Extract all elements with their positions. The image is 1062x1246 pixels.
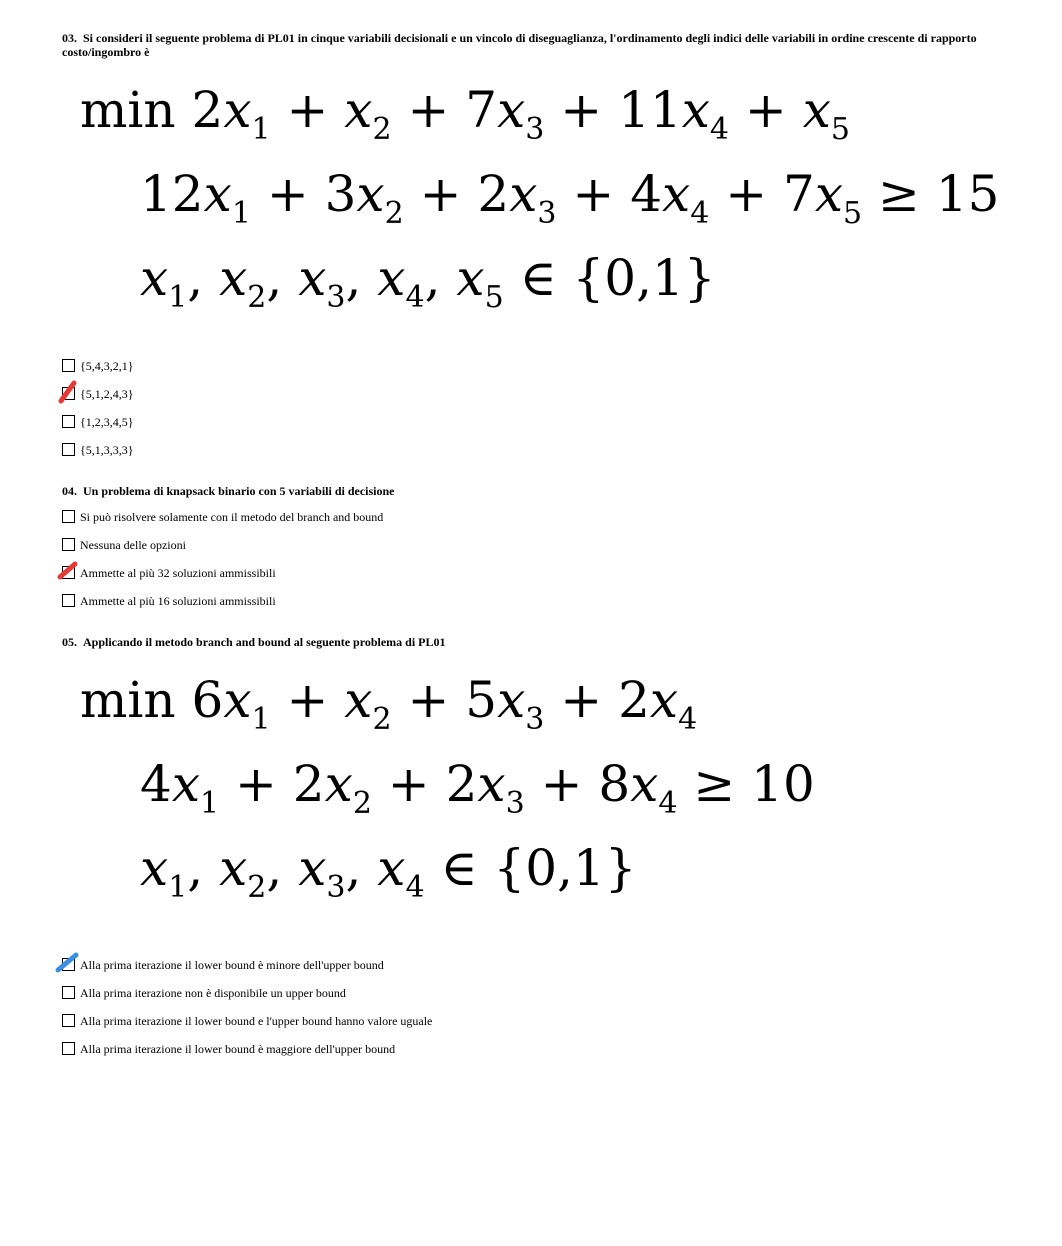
- formula-05-domain: $x_1$, $x_2$, $x_3$, $x_4$ ∈ {0,1}: [140, 839, 637, 905]
- question-03-formula-svg: [78, 75, 1000, 325]
- blue-checkmark-icon: [57, 950, 81, 976]
- formula-05-objective: $\min 6x_1 + x_2 + 5x_3 + 2x_4$: [80, 671, 698, 737]
- question-03-number: 03.: [62, 31, 77, 45]
- q03-option-1-label: {5,4,3,2,1}: [80, 359, 134, 373]
- formula-05-constraint: $4x_1 + 2x_2 + 2x_3 + 8x_4 \ge 10$: [140, 755, 815, 821]
- q04-option-2-label: Nessuna delle opzioni: [80, 538, 186, 552]
- q05-option-4-checkbox[interactable]: [62, 1042, 75, 1055]
- q03-option-4-label: {5,1,3,3,3}: [80, 443, 134, 457]
- q04-option-2-checkbox[interactable]: [62, 538, 75, 551]
- q05-option-4-label: Alla prima iterazione il lower bound è maggiore dell'upper bound: [80, 1042, 396, 1056]
- q04-option-1-label: Si può risolvere solamente con il metodo del branch and bound: [80, 510, 384, 524]
- q05-option-3-label: Alla prima iterazione il lower bound e l'upper bound hanno valore uguale: [80, 1014, 433, 1028]
- q03-option-4-checkbox[interactable]: [62, 443, 75, 456]
- q03-option-3-label: {1,2,3,4,5}: [80, 415, 134, 429]
- question-05-number: 05.: [62, 635, 77, 649]
- q05-option-3-checkbox[interactable]: [62, 1014, 75, 1027]
- question-03-text-line1: Si consideri il seguente problema di PL01 in cinque variabili decisionali e un vincolo di diseguaglianza, l'ordinamento degli indici delle variabili in ordine crescente di rapporto: [83, 31, 977, 45]
- formula-03-constraint: $12x_1 + 3x_2 + 2x_3 + 4x_4 + 7x_5 \ge 15$: [140, 165, 1000, 231]
- q05-option-2-checkbox[interactable]: [62, 986, 75, 999]
- question-03-text-line2: costo/ingombro è: [62, 45, 150, 59]
- q04-option-4-checkbox[interactable]: [62, 594, 75, 607]
- question-03-formula: [78, 75, 1000, 330]
- q03-option-1-checkbox[interactable]: [62, 359, 75, 372]
- q05-option-1-label: Alla prima iterazione il lower bound è minore dell'upper bound: [80, 958, 384, 972]
- red-checkmark-icon: [57, 558, 81, 584]
- formula-03-domain: $x_1$, $x_2$, $x_3$, $x_4$, $x_5$ ∈ {0,1}: [140, 249, 716, 315]
- question-05-text: [62, 635, 1062, 649]
- red-checkmark-icon: [57, 379, 81, 405]
- q04-option-4-label: Ammette al più 16 soluzioni ammissibili: [80, 594, 276, 608]
- question-04-text-content: Un problema di knapsack binario con 5 variabili di decisione: [83, 484, 395, 498]
- question-03-text: [62, 31, 1000, 59]
- q03-option-2-label: {5,1,2,4,3}: [80, 387, 134, 401]
- formula-03-objective: $\min 2x_1 + x_2 + 7x_3 + 11x_4 + x_5$: [80, 81, 850, 147]
- question-05-formula-svg: [78, 665, 978, 915]
- question-04-number: 04.: [62, 484, 77, 498]
- question-05-text-content: Applicando il metodo branch and bound al seguente problema di PL01: [83, 635, 446, 649]
- question-05-formula: [78, 665, 978, 920]
- question-04-text: [62, 484, 1062, 498]
- q04-option-3-label: Ammette al più 32 soluzioni ammissibili: [80, 566, 276, 580]
- q05-option-2-label: Alla prima iterazione non è disponibile un upper bound: [80, 986, 346, 1000]
- q03-option-3-checkbox[interactable]: [62, 415, 75, 428]
- q04-option-1-checkbox[interactable]: [62, 510, 75, 523]
